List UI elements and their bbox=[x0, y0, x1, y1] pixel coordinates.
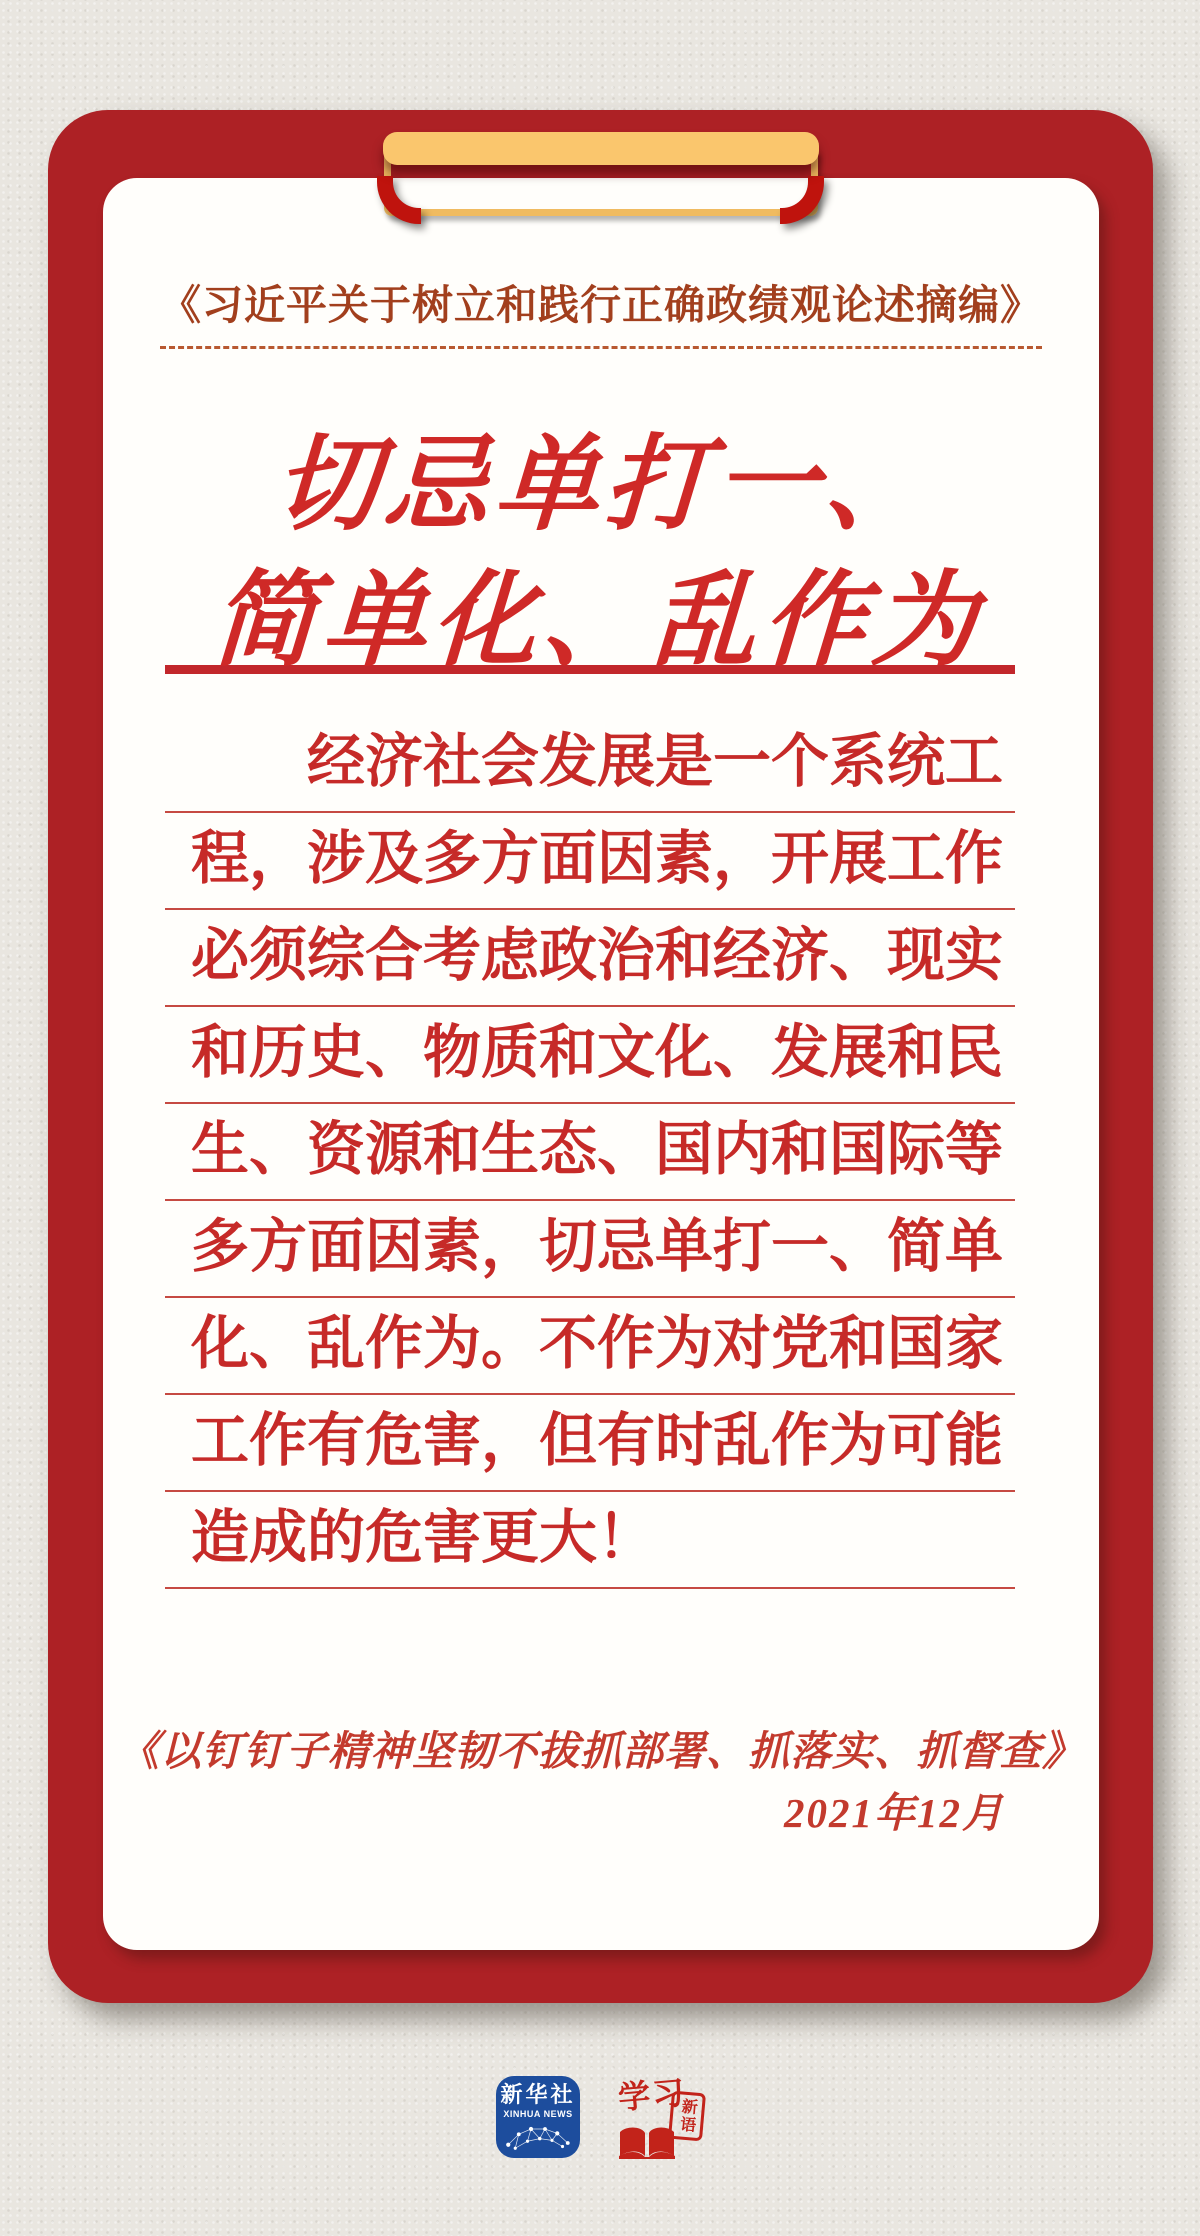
network-globe-icon bbox=[501, 2122, 575, 2150]
xinhua-news-logo bbox=[496, 2076, 580, 2158]
footer-logos bbox=[0, 2076, 1200, 2158]
body-line: 必须综合考虑政治和经济、现实 bbox=[165, 910, 1015, 1007]
open-book-icon bbox=[618, 2124, 676, 2160]
body-line: 经济社会发展是一个系统工 bbox=[165, 716, 1015, 813]
quote-body bbox=[165, 716, 1015, 1589]
body-line: 生、资源和生态、国内和国际等 bbox=[165, 1104, 1015, 1201]
body-line: 工作有危害，但有时乱作为可能 bbox=[165, 1395, 1015, 1492]
body-line: 和历史、物质和文化、发展和民 bbox=[165, 1007, 1015, 1104]
clip-bar bbox=[383, 132, 819, 165]
source-date: 2021年12月 bbox=[784, 1790, 1005, 1836]
source-article-title: 《以钉钉子精神坚韧不拔抓部署、抓落实、抓督查》 bbox=[118, 1728, 1084, 1774]
book-title: 《习近平关于树立和践行正确政绩观论述摘编》 bbox=[160, 272, 1042, 349]
body-line: 化、乱作为。不作为对党和国家 bbox=[165, 1298, 1015, 1395]
main-title bbox=[96, 416, 1106, 688]
body-line: 程，涉及多方面因素，开展工作 bbox=[165, 813, 1015, 910]
xuexi-box-label: 新语 bbox=[676, 2097, 698, 2135]
body-line: 多方面因素，切忌单打一、简单 bbox=[165, 1201, 1015, 1298]
body-line: 造成的危害更大！ bbox=[165, 1492, 1015, 1589]
main-title-line2: 简单化、乱作为 bbox=[209, 558, 986, 681]
main-title-line1: 切忌单打一、 bbox=[271, 422, 938, 545]
book-title-row bbox=[103, 272, 1099, 349]
xuexi-xinyu-logo bbox=[618, 2076, 704, 2158]
paper-card bbox=[103, 178, 1099, 1950]
xinhua-en-label: XINHUA NEWS bbox=[503, 2109, 573, 2119]
xinhua-cn-label: 新华社 bbox=[500, 2082, 576, 2107]
xuexi-top-label: 学习 bbox=[616, 2074, 688, 2116]
